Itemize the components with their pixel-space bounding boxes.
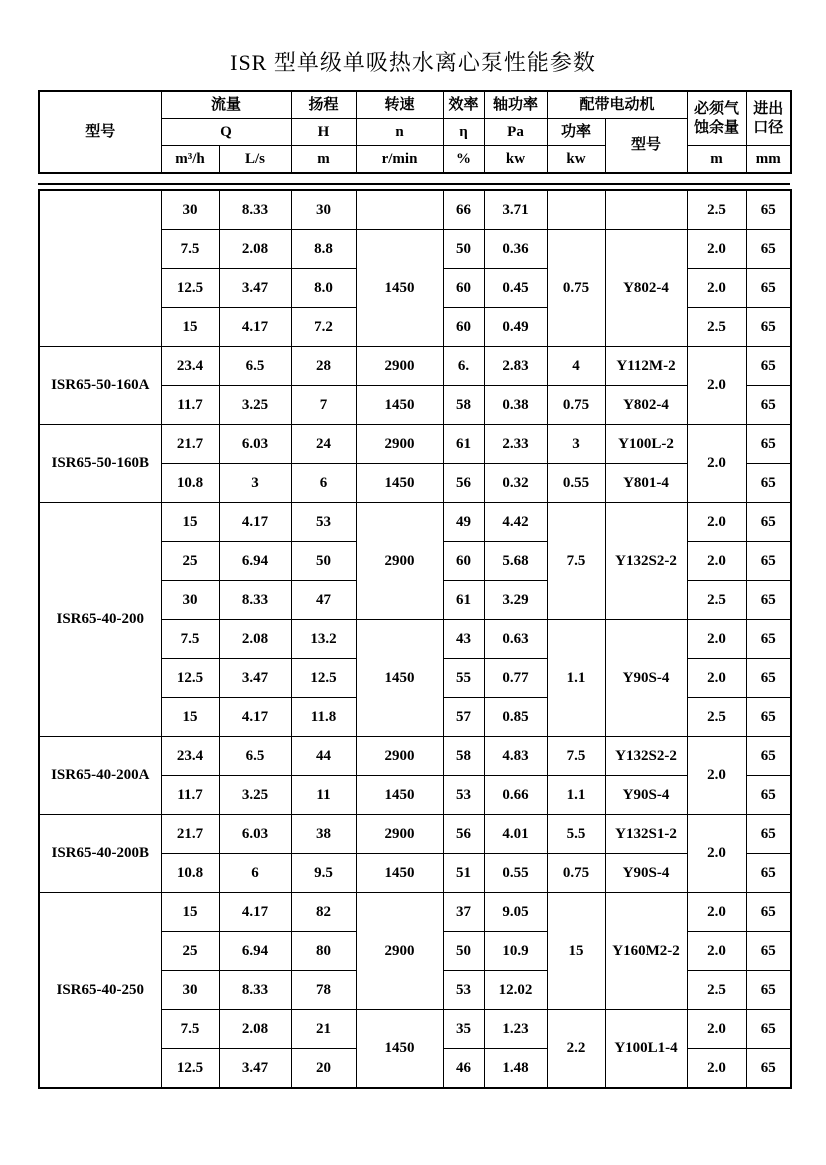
page-title: ISR 型单级单吸热水离心泵性能参数 bbox=[230, 50, 596, 75]
cell-h: 50 bbox=[291, 542, 356, 581]
cell-npsh: 2.0 bbox=[687, 932, 746, 971]
header-speed-unit: r/min bbox=[356, 146, 443, 174]
cell-pump-model: ISR65-40-200A bbox=[39, 737, 161, 815]
cell-pa: 0.49 bbox=[484, 308, 547, 347]
cell-power: 0.75 bbox=[547, 854, 605, 893]
cell-eta: 50 bbox=[443, 230, 484, 269]
cell-pa: 4.01 bbox=[484, 815, 547, 854]
cell-dia: 65 bbox=[746, 581, 791, 620]
header-npsh-unit: m bbox=[687, 146, 746, 174]
header-npsh-line2: 蚀余量 bbox=[694, 119, 740, 136]
cell-eta: 50 bbox=[443, 932, 484, 971]
cell-dia: 65 bbox=[746, 737, 791, 776]
header-shaft-power-symbol: Pa bbox=[484, 119, 547, 146]
cell-h: 47 bbox=[291, 581, 356, 620]
cell-npsh: 2.5 bbox=[687, 190, 746, 230]
cell-power: 5.5 bbox=[547, 815, 605, 854]
cell-q-ls: 6.5 bbox=[219, 347, 291, 386]
cell-power: 1.1 bbox=[547, 776, 605, 815]
header-efficiency-label: 效率 bbox=[443, 91, 484, 119]
cell-dia: 65 bbox=[746, 230, 791, 269]
cell-q-m3h: 25 bbox=[161, 932, 219, 971]
cell-h: 20 bbox=[291, 1049, 356, 1089]
cell-q-ls: 4.17 bbox=[219, 503, 291, 542]
pump-data-table bbox=[38, 189, 792, 1089]
cell-h: 82 bbox=[291, 893, 356, 932]
cell-q-m3h: 25 bbox=[161, 542, 219, 581]
cell-q-ls: 6.94 bbox=[219, 542, 291, 581]
header-flow-unit-ls: L/s bbox=[219, 146, 291, 174]
cell-npsh: 2.0 bbox=[687, 815, 746, 893]
table-row bbox=[39, 815, 791, 854]
cell-q-ls: 3.47 bbox=[219, 1049, 291, 1089]
cell-dia: 65 bbox=[746, 347, 791, 386]
cell-npsh: 2.0 bbox=[687, 1010, 746, 1049]
cell-motor: Y90S-4 bbox=[605, 854, 687, 893]
cell-motor: Y160M2-2 bbox=[605, 893, 687, 1010]
header-motor-model-label: 型号 bbox=[605, 119, 687, 174]
cell-dia: 65 bbox=[746, 932, 791, 971]
cell-motor: Y100L-2 bbox=[605, 425, 687, 464]
cell-q-ls: 6.03 bbox=[219, 425, 291, 464]
cell-motor: Y132S2-2 bbox=[605, 503, 687, 620]
cell-dia: 65 bbox=[746, 1010, 791, 1049]
cell-n: 2900 bbox=[356, 503, 443, 620]
cell-power: 15 bbox=[547, 893, 605, 1010]
header-flow-symbol: Q bbox=[161, 119, 291, 146]
table-row bbox=[39, 893, 791, 932]
cell-pa: 9.05 bbox=[484, 893, 547, 932]
cell-eta: 43 bbox=[443, 620, 484, 659]
table-row bbox=[39, 737, 791, 776]
cell-pa: 2.33 bbox=[484, 425, 547, 464]
cell-power: 3 bbox=[547, 425, 605, 464]
cell-eta: 46 bbox=[443, 1049, 484, 1089]
header-efficiency-unit: % bbox=[443, 146, 484, 174]
cell-eta: 58 bbox=[443, 737, 484, 776]
cell-pa: 0.55 bbox=[484, 854, 547, 893]
cell-eta: 66 bbox=[443, 190, 484, 230]
header-flow-unit-m3h: m³/h bbox=[161, 146, 219, 174]
cell-h: 6 bbox=[291, 464, 356, 503]
cell-q-m3h: 7.5 bbox=[161, 1010, 219, 1049]
cell-q-ls: 2.08 bbox=[219, 620, 291, 659]
cell-pump-model: ISR65-50-160A bbox=[39, 347, 161, 425]
cell-eta: 49 bbox=[443, 503, 484, 542]
header-diameter-unit: mm bbox=[746, 146, 791, 174]
header-npsh-line1: 必须气 bbox=[694, 100, 740, 117]
cell-pa: 0.77 bbox=[484, 659, 547, 698]
cell-dia: 65 bbox=[746, 308, 791, 347]
cell-dia: 65 bbox=[746, 542, 791, 581]
cell-pa: 3.29 bbox=[484, 581, 547, 620]
cell-npsh: 2.0 bbox=[687, 620, 746, 659]
cell-pa: 2.83 bbox=[484, 347, 547, 386]
cell-n: 2900 bbox=[356, 737, 443, 776]
cell-pa: 4.42 bbox=[484, 503, 547, 542]
header-diameter-label bbox=[746, 91, 791, 146]
cell-npsh: 2.5 bbox=[687, 698, 746, 737]
cell-power: 2.2 bbox=[547, 1010, 605, 1089]
cell-q-m3h: 7.5 bbox=[161, 230, 219, 269]
cell-q-ls: 6.94 bbox=[219, 932, 291, 971]
cell-motor: Y802-4 bbox=[605, 230, 687, 347]
cell-q-m3h: 11.7 bbox=[161, 386, 219, 425]
cell-h: 7.2 bbox=[291, 308, 356, 347]
cell-dia: 65 bbox=[746, 698, 791, 737]
header-motor-label: 配带电动机 bbox=[547, 91, 687, 119]
cell-motor bbox=[605, 190, 687, 230]
pump-table-body bbox=[39, 190, 791, 1088]
cell-dia: 65 bbox=[746, 659, 791, 698]
cell-n: 2900 bbox=[356, 425, 443, 464]
cell-dia: 65 bbox=[746, 893, 791, 932]
cell-q-m3h: 7.5 bbox=[161, 620, 219, 659]
cell-motor: Y112M-2 bbox=[605, 347, 687, 386]
cell-npsh: 2.0 bbox=[687, 542, 746, 581]
cell-eta: 56 bbox=[443, 464, 484, 503]
cell-q-m3h: 30 bbox=[161, 971, 219, 1010]
cell-h: 11.8 bbox=[291, 698, 356, 737]
cell-q-m3h: 30 bbox=[161, 581, 219, 620]
cell-dia: 65 bbox=[746, 776, 791, 815]
cell-h: 21 bbox=[291, 1010, 356, 1049]
cell-eta: 61 bbox=[443, 581, 484, 620]
cell-npsh: 2.0 bbox=[687, 425, 746, 503]
cell-q-m3h: 21.7 bbox=[161, 815, 219, 854]
cell-q-ls: 4.17 bbox=[219, 698, 291, 737]
cell-motor: Y90S-4 bbox=[605, 776, 687, 815]
cell-h: 9.5 bbox=[291, 854, 356, 893]
cell-n: 1450 bbox=[356, 776, 443, 815]
cell-q-m3h: 23.4 bbox=[161, 737, 219, 776]
cell-q-m3h: 12.5 bbox=[161, 659, 219, 698]
cell-pa: 12.02 bbox=[484, 971, 547, 1010]
cell-q-ls: 6.03 bbox=[219, 815, 291, 854]
cell-motor: Y801-4 bbox=[605, 464, 687, 503]
cell-dia: 65 bbox=[746, 386, 791, 425]
cell-npsh: 2.0 bbox=[687, 737, 746, 815]
cell-dia: 65 bbox=[746, 620, 791, 659]
cell-q-ls: 4.17 bbox=[219, 893, 291, 932]
cell-power: 1.1 bbox=[547, 620, 605, 737]
cell-pa: 0.36 bbox=[484, 230, 547, 269]
cell-q-ls: 8.33 bbox=[219, 581, 291, 620]
cell-h: 78 bbox=[291, 971, 356, 1010]
cell-npsh: 2.0 bbox=[687, 659, 746, 698]
table-row bbox=[39, 503, 791, 542]
table-continuation-line bbox=[38, 183, 790, 185]
cell-power bbox=[547, 190, 605, 230]
header-shaft-power-label: 轴功率 bbox=[484, 91, 547, 119]
cell-power: 7.5 bbox=[547, 737, 605, 776]
cell-pa: 0.45 bbox=[484, 269, 547, 308]
header-motor-power-label: 功率 bbox=[547, 119, 605, 146]
cell-q-m3h: 30 bbox=[161, 190, 219, 230]
cell-n: 1450 bbox=[356, 1010, 443, 1089]
table-row bbox=[39, 190, 791, 230]
cell-q-m3h: 23.4 bbox=[161, 347, 219, 386]
header-diameter-line2: 口径 bbox=[753, 119, 784, 136]
cell-dia: 65 bbox=[746, 269, 791, 308]
cell-pump-model: ISR65-40-250 bbox=[39, 893, 161, 1089]
cell-eta: 53 bbox=[443, 971, 484, 1010]
cell-pump-model: ISR65-50-160B bbox=[39, 425, 161, 503]
cell-dia: 65 bbox=[746, 1049, 791, 1089]
cell-h: 7 bbox=[291, 386, 356, 425]
table-row bbox=[39, 347, 791, 386]
cell-pump-model bbox=[39, 190, 161, 347]
cell-n bbox=[356, 190, 443, 230]
cell-h: 24 bbox=[291, 425, 356, 464]
cell-npsh: 2.0 bbox=[687, 347, 746, 425]
cell-npsh: 2.5 bbox=[687, 971, 746, 1010]
cell-q-ls: 2.08 bbox=[219, 1010, 291, 1049]
cell-motor: Y100L1-4 bbox=[605, 1010, 687, 1089]
cell-power: 0.75 bbox=[547, 386, 605, 425]
cell-q-ls: 3.47 bbox=[219, 269, 291, 308]
cell-q-ls: 8.33 bbox=[219, 971, 291, 1010]
cell-eta: 51 bbox=[443, 854, 484, 893]
header-model-label: 型号 bbox=[39, 91, 161, 173]
cell-q-m3h: 15 bbox=[161, 308, 219, 347]
cell-motor: Y802-4 bbox=[605, 386, 687, 425]
cell-eta: 37 bbox=[443, 893, 484, 932]
cell-q-m3h: 12.5 bbox=[161, 1049, 219, 1089]
header-motor-power-unit: kw bbox=[547, 146, 605, 174]
cell-q-ls: 3.47 bbox=[219, 659, 291, 698]
cell-eta: 61 bbox=[443, 425, 484, 464]
cell-dia: 65 bbox=[746, 464, 791, 503]
cell-pump-model: ISR65-40-200 bbox=[39, 503, 161, 737]
cell-q-ls: 3.25 bbox=[219, 386, 291, 425]
cell-eta: 55 bbox=[443, 659, 484, 698]
cell-power: 0.75 bbox=[547, 230, 605, 347]
header-table bbox=[38, 90, 792, 174]
header-shaft-power-unit: kw bbox=[484, 146, 547, 174]
header-speed-symbol: n bbox=[356, 119, 443, 146]
cell-q-m3h: 10.8 bbox=[161, 464, 219, 503]
cell-q-ls: 2.08 bbox=[219, 230, 291, 269]
cell-n: 2900 bbox=[356, 815, 443, 854]
cell-npsh: 2.5 bbox=[687, 308, 746, 347]
cell-q-ls: 6 bbox=[219, 854, 291, 893]
cell-h: 53 bbox=[291, 503, 356, 542]
cell-dia: 65 bbox=[746, 503, 791, 542]
cell-n: 1450 bbox=[356, 230, 443, 347]
header-head-symbol: H bbox=[291, 119, 356, 146]
cell-eta: 58 bbox=[443, 386, 484, 425]
header-head-label: 扬程 bbox=[291, 91, 356, 119]
cell-h: 28 bbox=[291, 347, 356, 386]
cell-q-ls: 3.25 bbox=[219, 776, 291, 815]
cell-npsh: 2.0 bbox=[687, 230, 746, 269]
cell-n: 1450 bbox=[356, 386, 443, 425]
cell-npsh: 2.5 bbox=[687, 581, 746, 620]
cell-q-ls: 8.33 bbox=[219, 190, 291, 230]
cell-n: 1450 bbox=[356, 854, 443, 893]
cell-eta: 56 bbox=[443, 815, 484, 854]
cell-q-ls: 3 bbox=[219, 464, 291, 503]
cell-pa: 0.66 bbox=[484, 776, 547, 815]
header-flow-label: 流量 bbox=[161, 91, 291, 119]
cell-npsh: 2.0 bbox=[687, 503, 746, 542]
cell-pa: 10.9 bbox=[484, 932, 547, 971]
cell-h: 12.5 bbox=[291, 659, 356, 698]
header-efficiency-symbol: η bbox=[443, 119, 484, 146]
cell-q-ls: 6.5 bbox=[219, 737, 291, 776]
cell-pa: 1.23 bbox=[484, 1010, 547, 1049]
cell-q-m3h: 15 bbox=[161, 893, 219, 932]
cell-pa: 0.85 bbox=[484, 698, 547, 737]
cell-q-ls: 4.17 bbox=[219, 308, 291, 347]
cell-eta: 6. bbox=[443, 347, 484, 386]
header-diameter-line1: 进出 bbox=[753, 100, 784, 117]
cell-pa: 1.48 bbox=[484, 1049, 547, 1089]
cell-eta: 60 bbox=[443, 308, 484, 347]
cell-n: 1450 bbox=[356, 464, 443, 503]
cell-dia: 65 bbox=[746, 425, 791, 464]
header-npsh-label bbox=[687, 91, 746, 146]
cell-n: 2900 bbox=[356, 893, 443, 1010]
cell-power: 4 bbox=[547, 347, 605, 386]
header-head-unit: m bbox=[291, 146, 356, 174]
cell-h: 80 bbox=[291, 932, 356, 971]
cell-eta: 60 bbox=[443, 269, 484, 308]
cell-motor: Y132S1-2 bbox=[605, 815, 687, 854]
cell-q-m3h: 10.8 bbox=[161, 854, 219, 893]
cell-pump-model: ISR65-40-200B bbox=[39, 815, 161, 893]
header-row-1 bbox=[39, 91, 791, 119]
cell-h: 8.0 bbox=[291, 269, 356, 308]
cell-power: 7.5 bbox=[547, 503, 605, 620]
header-speed-label: 转速 bbox=[356, 91, 443, 119]
cell-pa: 5.68 bbox=[484, 542, 547, 581]
cell-npsh: 2.0 bbox=[687, 269, 746, 308]
cell-h: 30 bbox=[291, 190, 356, 230]
cell-n: 2900 bbox=[356, 347, 443, 386]
cell-dia: 65 bbox=[746, 190, 791, 230]
cell-h: 11 bbox=[291, 776, 356, 815]
cell-npsh: 2.0 bbox=[687, 1049, 746, 1089]
cell-q-m3h: 21.7 bbox=[161, 425, 219, 464]
cell-q-m3h: 15 bbox=[161, 503, 219, 542]
cell-eta: 60 bbox=[443, 542, 484, 581]
cell-h: 13.2 bbox=[291, 620, 356, 659]
cell-h: 44 bbox=[291, 737, 356, 776]
cell-dia: 65 bbox=[746, 854, 791, 893]
cell-eta: 57 bbox=[443, 698, 484, 737]
cell-motor: Y90S-4 bbox=[605, 620, 687, 737]
cell-motor: Y132S2-2 bbox=[605, 737, 687, 776]
cell-pa: 0.63 bbox=[484, 620, 547, 659]
cell-q-m3h: 11.7 bbox=[161, 776, 219, 815]
cell-dia: 65 bbox=[746, 815, 791, 854]
cell-power: 0.55 bbox=[547, 464, 605, 503]
cell-pa: 0.38 bbox=[484, 386, 547, 425]
cell-h: 38 bbox=[291, 815, 356, 854]
cell-pa: 4.83 bbox=[484, 737, 547, 776]
cell-eta: 53 bbox=[443, 776, 484, 815]
table-row bbox=[39, 425, 791, 464]
cell-pa: 3.71 bbox=[484, 190, 547, 230]
cell-q-m3h: 12.5 bbox=[161, 269, 219, 308]
cell-q-m3h: 15 bbox=[161, 698, 219, 737]
cell-dia: 65 bbox=[746, 971, 791, 1010]
cell-pa: 0.32 bbox=[484, 464, 547, 503]
cell-npsh: 2.0 bbox=[687, 893, 746, 932]
cell-n: 1450 bbox=[356, 620, 443, 737]
cell-h: 8.8 bbox=[291, 230, 356, 269]
cell-eta: 35 bbox=[443, 1010, 484, 1049]
